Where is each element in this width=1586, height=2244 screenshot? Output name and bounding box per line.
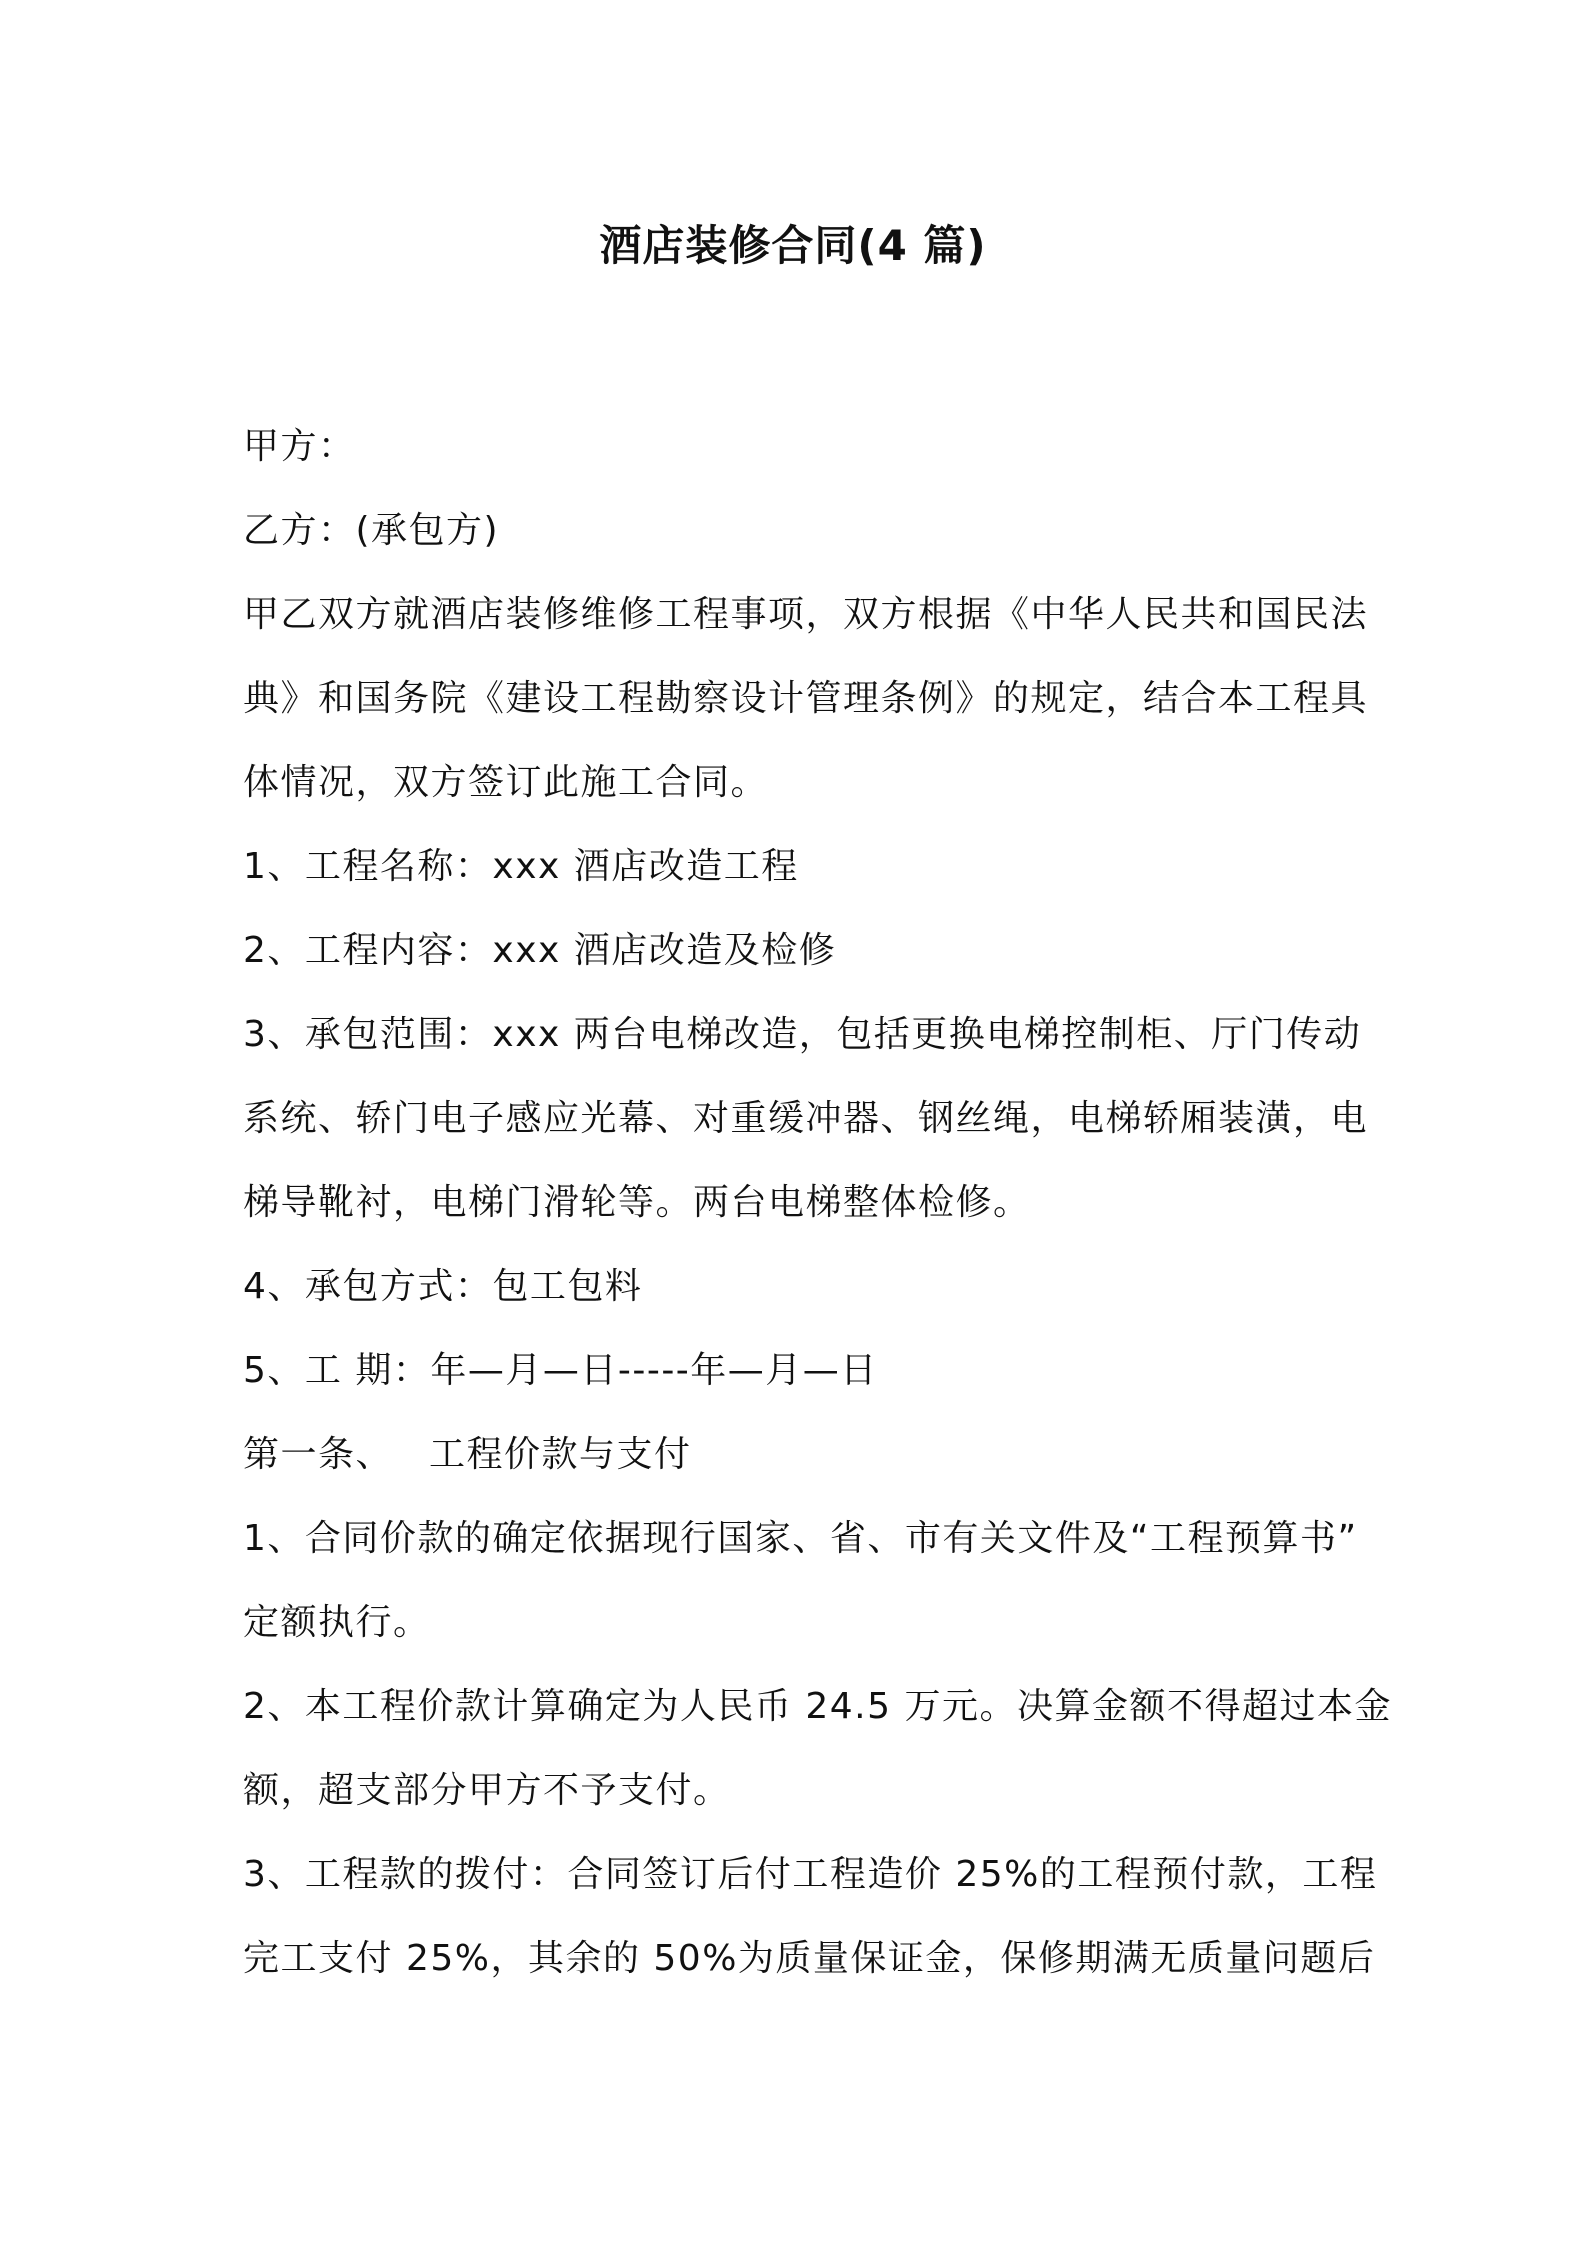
construction-period-line: 5、工 期：年—月—日-----年—月—日: [243, 1350, 878, 1391]
payment-terms-line: 3、工程款的拨付：合同签订后付工程造价 25%的工程预付款，工程: [243, 1854, 1378, 1895]
contract-method-line: 4、承包方式：包工包料: [243, 1266, 643, 1307]
price-basis-line: 定额执行。: [243, 1602, 431, 1643]
party-a-line: 甲方：: [243, 426, 356, 467]
intro-paragraph-line: 甲乙双方就酒店装修维修工程事项，双方根据《中华人民共和国民法: [243, 594, 1369, 635]
contract-scope-line: 3、承包范围：xxx 两台电梯改造，包括更换电梯控制柜、厅门传动: [243, 1014, 1362, 1055]
article-heading: [243, 1413, 1358, 1497]
intro-paragraph-line: 体情况，双方签订此施工合同。: [243, 762, 769, 803]
price-amount-line: 2、本工程价款计算确定为人民币 24.5 万元。决算金额不得超过本金: [243, 1686, 1392, 1727]
project-name-line: 1、工程名称：xxx 酒店改造工程: [243, 846, 799, 887]
contract-scope-line: 梯导靴衬，电梯门滑轮等。两台电梯整体检修。: [243, 1182, 1031, 1223]
price-basis-line: 1、合同价款的确定依据现行国家、省、市有关文件及“工程预算书”: [243, 1518, 1358, 1559]
payment-terms-line: 完工支付 25%，其余的 50%为质量保证金，保修期满无质量问题后: [243, 1938, 1376, 1979]
document-title: 酒店装修合同(4 篇): [599, 221, 987, 270]
price-amount-line: 额，超支部分甲方不予支付。: [243, 1770, 731, 1811]
party-b-line: 乙方：(承包方): [243, 510, 500, 551]
contract-scope-line: 系统、轿门电子感应光幕、对重缓冲器、钢丝绳，电梯轿厢装潢，电: [243, 1098, 1369, 1139]
article-title: 工程价款与支付: [429, 1434, 692, 1475]
intro-paragraph-line: 典》和国务院《建设工程勘察设计管理条例》的规定，结合本工程具: [243, 678, 1369, 719]
document-body: [243, 405, 1392, 2001]
project-content-line: 2、工程内容：xxx 酒店改造及检修: [243, 930, 837, 971]
article-label: 第一条、: [243, 1434, 394, 1475]
